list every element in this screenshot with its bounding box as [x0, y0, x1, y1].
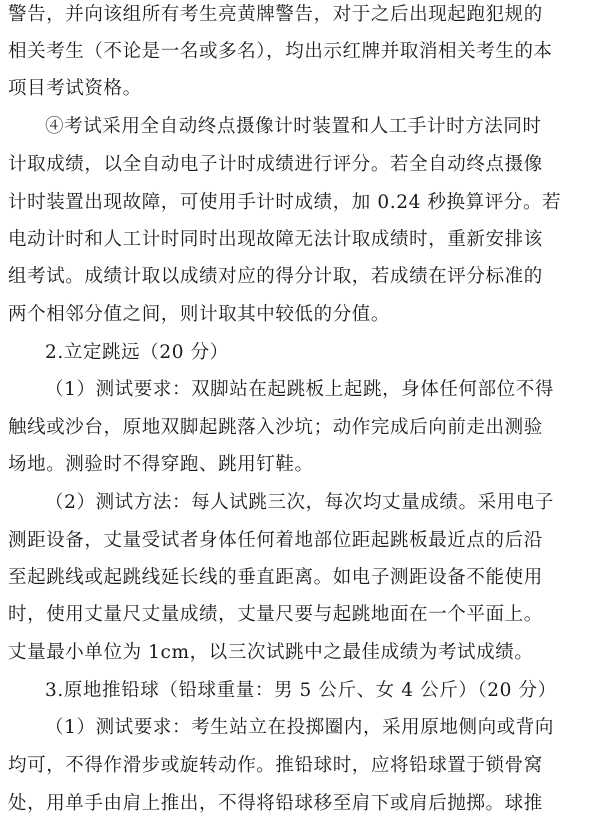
text-line: 均可，不得作滑步或旋转动作。推铅球时，应将铅球置于锁骨窝: [8, 755, 543, 776]
text-line: 计时装置出现故障，可使用手计时成绩，加 0.24 秒换算评分。若: [8, 192, 562, 213]
text-line: 丈量最小单位为 1cm，以三次试跳中之最佳成绩为考试成绩。: [8, 642, 534, 663]
text-line: 测距设备，丈量受试者身体任何着地部位距起跳板最近点的后沿: [8, 530, 543, 551]
text-line: 场地。测验时不得穿跑、跳用钉鞋。: [8, 454, 314, 475]
section-heading-shot-put: 3.原地推铅球（铅球重量：男 5 公斤、女 4 公斤）（20 分）: [45, 680, 557, 701]
paragraph-start-line: （2）测试方法：每人试跳三次，每次均丈量成绩。采用电子: [45, 492, 554, 513]
section-heading-standing-long-jump: 2.立定跳远（20 分）: [45, 342, 229, 363]
text-line: 组考试。成绩计取以成绩对应的得分计取，若成绩在评分标准的: [8, 266, 543, 287]
text-line: 触线或沙台，原地双脚起跳落入沙坑；动作完成后向前走出测验: [8, 417, 543, 438]
text-line: 警告，并向该组所有考生亮黄牌警告，对于之后出现起跑犯规的: [8, 4, 543, 25]
text-line: 处，用单手由肩上推出，不得将铅球移至肩下或肩后抛掷。球推: [8, 793, 543, 814]
text-line: 电动计时和人工计时同时出现故障无法计取成绩时，重新安排该: [8, 229, 543, 250]
text-line: 相关考生（不论是一名或多名），均出示红牌并取消相关考生的本: [8, 41, 553, 62]
text-line: 两个相邻分值之间，则计取其中较低的分值。: [8, 304, 391, 325]
text-line: 计取成绩，以全自动电子计时成绩进行评分。若全自动终点摄像: [8, 154, 543, 175]
paragraph-start-line: （1）测试要求：考生站立在投掷圈内，采用原地侧向或背向: [45, 717, 554, 738]
text-line: 项目考试资格。: [8, 78, 142, 99]
text-line: 时，使用丈量尺丈量成绩，丈量尺要与起跳地面在一个平面上。: [8, 604, 543, 625]
paragraph-start-line: （1）测试要求：双脚站在起跳板上起跳，身体任何部位不得: [45, 379, 554, 400]
paragraph-start-line: ④考试采用全自动终点摄像计时装置和人工手计时方法同时: [45, 116, 542, 137]
text-line: 至起跳线或起跳线延长线的垂直距离。如电子测距设备不能使用: [8, 567, 543, 588]
